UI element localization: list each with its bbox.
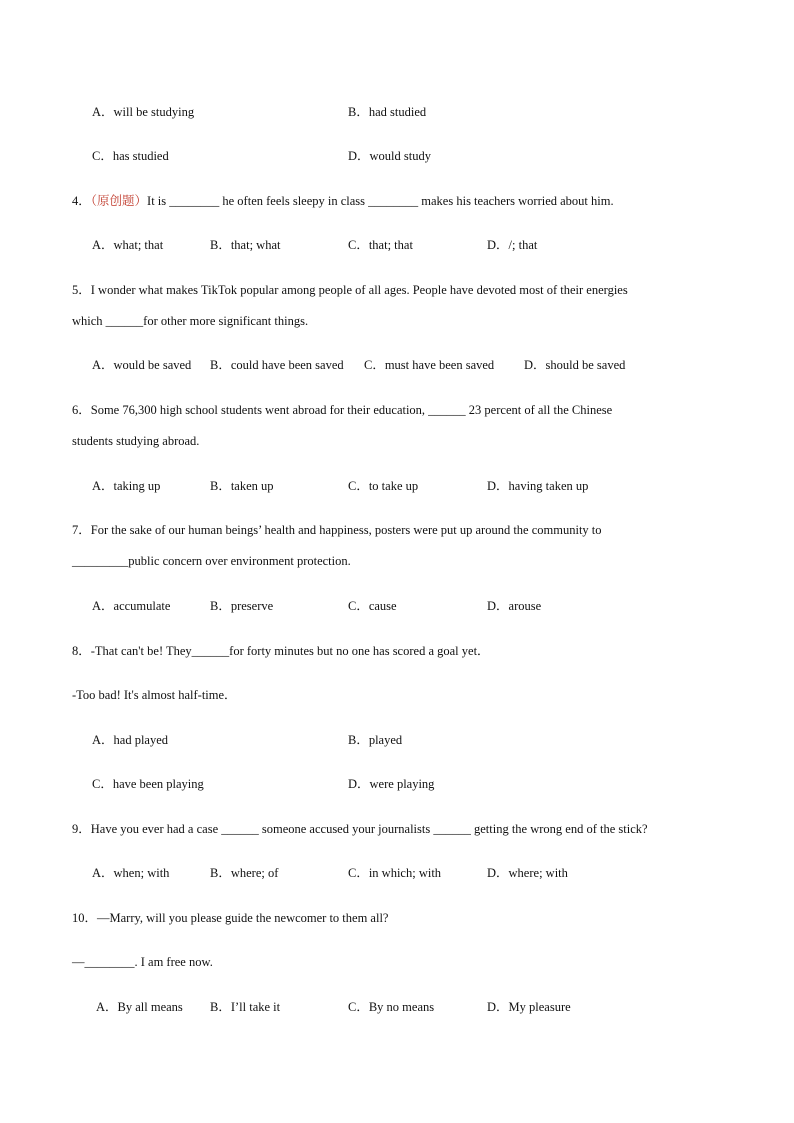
q6-stem-line-2: students studying abroad. bbox=[72, 434, 200, 448]
q3-option-d: D．would study bbox=[348, 149, 431, 163]
q9-option-a: A．when; with bbox=[92, 866, 170, 880]
q7-option-b: B．preserve bbox=[210, 599, 274, 613]
q6-option-b: B．taken up bbox=[210, 479, 274, 493]
q7-option-d: D．arouse bbox=[487, 599, 542, 613]
q6-option-d: D．having taken up bbox=[487, 479, 589, 493]
q3-option-b: B．had studied bbox=[348, 105, 427, 119]
q8-stem-line-2: -Too bad! It's almost half-time． bbox=[72, 688, 237, 702]
q5-option-a: A．would be saved bbox=[92, 358, 192, 372]
q10-stem-line-2: —________. I am free now. bbox=[72, 955, 213, 969]
q8-stem-line-1: 8．-That can't be! They______for forty minutes but no one has scored a goal yet． bbox=[72, 644, 490, 658]
q3-option-a: A．will be studying bbox=[92, 105, 195, 119]
q7-stem-line-1: 7．For the sake of our human beings’ health and happiness, posters were put up around the community to bbox=[72, 523, 602, 537]
q10-option-c: C．By no means bbox=[348, 1000, 435, 1014]
q9-option-b: B．where; of bbox=[210, 866, 279, 880]
q6-option-c: C．to take up bbox=[348, 479, 419, 493]
q7-option-a: A．accumulate bbox=[92, 599, 171, 613]
q10-option-b: B．I’ll take it bbox=[210, 1000, 281, 1014]
q6-option-a: A．taking up bbox=[92, 479, 161, 493]
q7-option-c: C．cause bbox=[348, 599, 397, 613]
q4-option-b: B．that; what bbox=[210, 238, 281, 252]
q4-source-tag: （原创题） bbox=[90, 194, 148, 208]
q5-stem-line-1: 5．I wonder what makes TikTok popular among people of all ages. People have devoted most of their energies bbox=[72, 283, 628, 297]
q9-option-c: C．in which; with bbox=[348, 866, 442, 880]
q5-option-c: C．must have been saved bbox=[364, 358, 495, 372]
q3-option-c: C．has studied bbox=[92, 149, 169, 163]
q4-option-c: C．that; that bbox=[348, 238, 413, 252]
q4-stem: It is ________ he often feels sleepy in class ________ makes his teachers worried about him. bbox=[147, 194, 614, 208]
q10-option-a: A．By all means bbox=[96, 1000, 183, 1014]
q9-stem-line-1: 9．Have you ever had a case ______ someone accused your journalists ______ getting the wrong end of the stick? bbox=[72, 822, 648, 836]
q6-stem-line-1: 6．Some 76,300 high school students went abroad for their education, ______ 23 percent of all the Chinese bbox=[72, 403, 613, 417]
q8-option-d: D．were playing bbox=[348, 777, 435, 791]
q7-stem-line-2: _________public concern over environment protection. bbox=[72, 554, 351, 568]
q4-option-d: D．/; that bbox=[487, 238, 538, 252]
q8-option-b: B．played bbox=[348, 733, 403, 747]
q4-stem-line bbox=[72, 193, 614, 209]
q5-stem-line-2: which ______for other more significant things. bbox=[72, 314, 309, 328]
q4-option-a: A．what; that bbox=[92, 238, 164, 252]
q8-option-a: A．had played bbox=[92, 733, 169, 747]
q8-option-c: C．have been playing bbox=[92, 777, 204, 791]
q10-option-d: D．My pleasure bbox=[487, 1000, 571, 1014]
q9-option-d: D．where; with bbox=[487, 866, 568, 880]
q5-option-d: D．should be saved bbox=[524, 358, 626, 372]
q4-number: 4． bbox=[72, 194, 91, 208]
q10-stem-line-1: 10．—Marry, will you please guide the newcomer to them all? bbox=[72, 911, 389, 925]
q5-option-b: B．could have been saved bbox=[210, 358, 344, 372]
